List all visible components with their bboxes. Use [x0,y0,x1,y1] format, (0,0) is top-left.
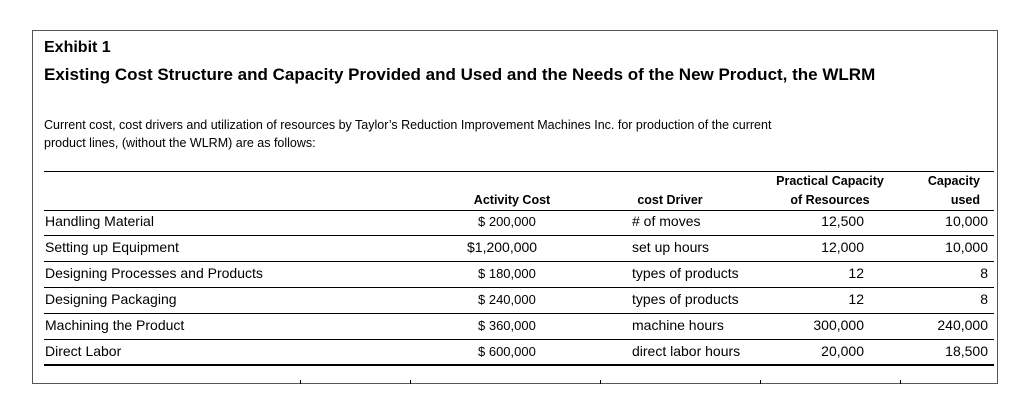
column-tick [600,380,601,384]
row-activity: Machining the Product [45,317,185,333]
intro-line-2: product lines, (without the WLRM) are as follows: [44,136,316,150]
row-capacity: 20,000 [821,343,864,359]
header-capacity-used-line2: used [950,193,980,207]
row-rule [44,339,994,340]
intro-text [44,116,944,152]
row-cost: $ 600,000 [478,344,536,359]
row-rule [44,261,994,262]
row-used: 10,000 [945,239,988,255]
intro-line-1: Current cost, cost drivers and utilization of resources by Taylor’s Reduction Improvement Machines Inc. for production of the current [44,118,772,132]
header-practical-capacity-line1: Practical Capacity [776,174,884,188]
row-cost: $ 360,000 [478,318,536,333]
row-rule [44,287,994,288]
table-bottom-rule [44,364,994,366]
row-used: 10,000 [945,213,988,229]
row-cost: $ 200,000 [478,214,536,229]
row-activity: Direct Labor [45,343,122,359]
row-cost: $ 180,000 [478,266,536,281]
row-driver: machine hours [632,317,724,333]
row-driver: types of products [632,291,739,307]
column-tick [760,380,761,384]
exhibit-label: Exhibit 1 [44,39,111,56]
row-used: 18,500 [945,343,988,359]
row-capacity: 12,000 [821,239,864,255]
row-capacity: 12 [848,265,864,281]
row-used: 8 [980,291,988,307]
header-bottom-rule [44,210,994,211]
header-practical-capacity-line2: of Resources [790,193,870,207]
row-activity: Setting up Equipment [45,239,179,255]
row-used: 8 [980,265,988,281]
row-rule [44,313,994,314]
header-top-rule [44,171,994,172]
row-capacity: 12,500 [821,213,864,229]
row-cost: $ 240,000 [478,292,536,307]
row-capacity: 300,000 [813,317,864,333]
row-driver: direct labor hours [632,343,741,359]
row-used: 240,000 [937,317,988,333]
row-capacity: 12 [848,291,864,307]
column-tick [300,380,301,384]
header-capacity-used-line1: Capacity [927,174,980,188]
row-rule [44,235,994,236]
column-tick [900,380,901,384]
header-cost-driver: cost Driver [637,193,703,207]
header-activity-cost: Activity Cost [473,193,551,207]
row-activity: Handling Material [45,213,154,229]
column-tick [410,380,411,384]
row-activity: Designing Packaging [45,291,177,307]
row-cost: $1,200,000 [467,239,538,255]
row-activity: Designing Processes and Products [45,265,263,281]
exhibit-title: Existing Cost Structure and Capacity Provided and Used and the Needs of the New Product, the WLRM [44,65,876,84]
row-driver: set up hours [632,239,710,255]
row-driver: # of moves [632,213,701,229]
row-driver: types of products [632,265,739,281]
